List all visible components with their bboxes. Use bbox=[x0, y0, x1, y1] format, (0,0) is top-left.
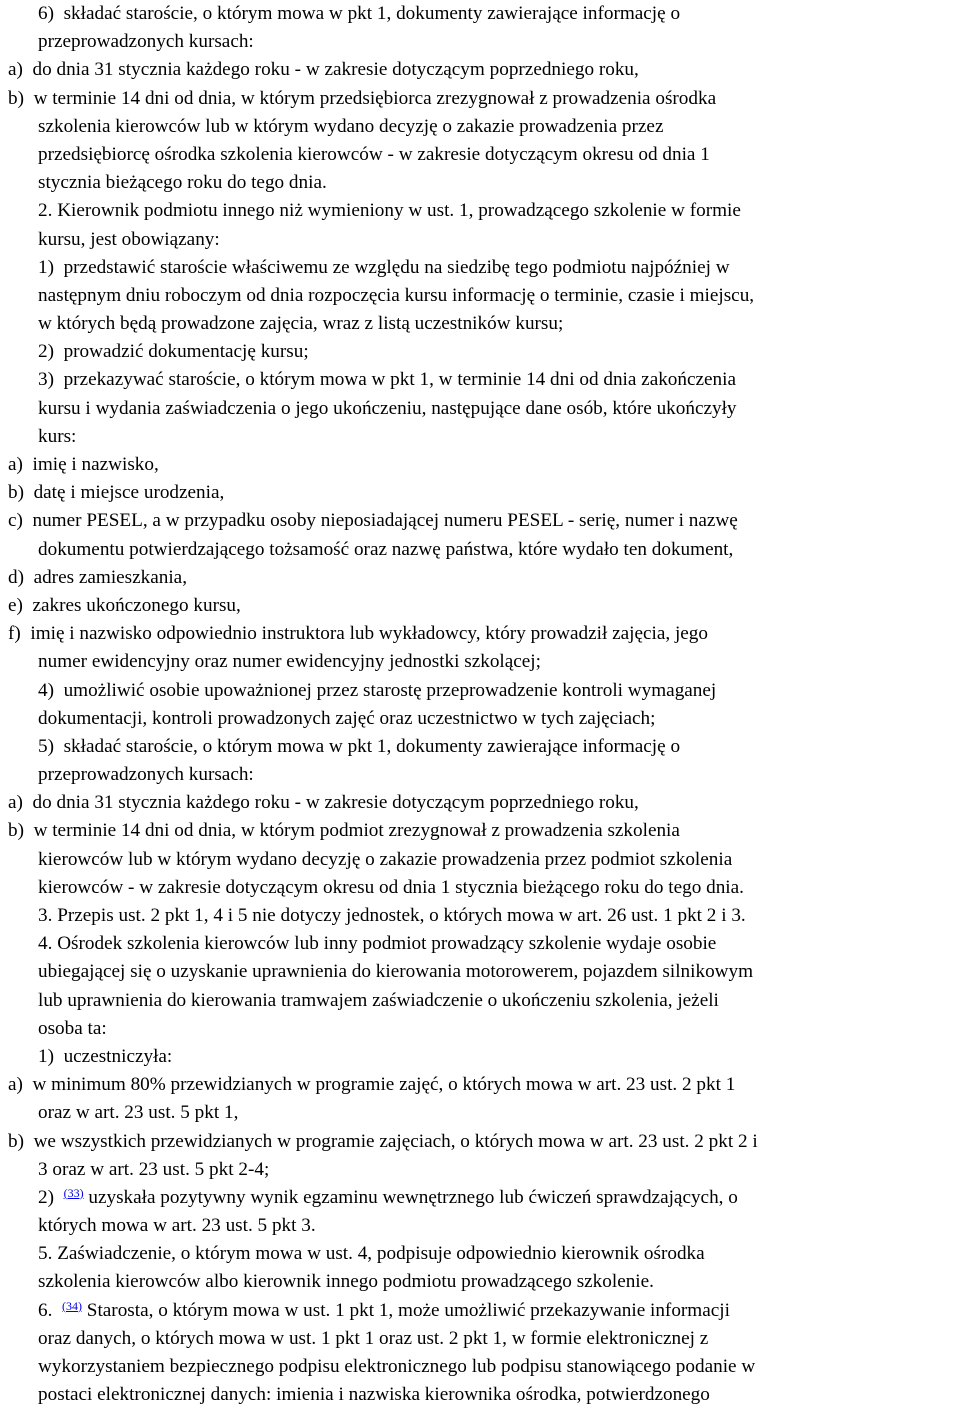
text-line: wykorzystaniem bezpiecznego podpisu elektronicznego lub podpisu stanowiącego podanie w bbox=[38, 1356, 756, 1377]
text-line: a) do dnia 31 stycznia każdego roku - w zakresie dotyczącym poprzedniego roku, bbox=[8, 59, 639, 81]
text-line: 3) przekazywać staroście, o którym mowa w pkt 1, w terminie 14 dni od dnia zakończenia bbox=[38, 369, 736, 391]
text-line: przeprowadzonych kursach: bbox=[38, 764, 254, 786]
text-line: w których będą prowadzone zajęcia, wraz z listą uczestników kursu; bbox=[38, 313, 564, 335]
text-line: 1) uczestniczyła: bbox=[38, 1045, 173, 1067]
text-line: lub uprawnienia do kierowania tramwajem zaświadczenie o ukończeniu szkolenia, jeżeli bbox=[38, 989, 719, 1011]
text-line: postaci elektronicznej danych: imienia i nazwiska kierownika ośrodka, potwierdzonego bbox=[38, 1384, 710, 1406]
text-line: a) imię i nazwisko, bbox=[8, 454, 159, 475]
text-line: kierowców lub w którym wydano decyzję o zakazie prowadzenia przez podmiot szkolenia bbox=[38, 848, 733, 870]
footnote-link[interactable]: (34) bbox=[61, 1298, 82, 1313]
text-line: dokumentu potwierdzającego tożsamość oraz nazwę państwa, które wydało ten dokument, bbox=[38, 538, 734, 560]
text-line: c) numer PESEL, a w przypadku osoby nieposiadającej numeru PESEL - serię, numer i nazwę bbox=[8, 510, 738, 532]
text-line bbox=[0, 1297, 960, 1325]
line-text: Starosta, o którym mowa w ust. 1 pkt 1, może umożliwić przekazywanie informacji bbox=[81, 1299, 730, 1321]
text-line: 4. Ośrodek szkolenia kierowców lub inny podmiot prowadzący szkolenie wydaje osobie bbox=[38, 933, 717, 955]
text-line: 3 oraz w art. 23 ust. 5 pkt 2-4; bbox=[38, 1158, 270, 1180]
text-line: a) w minimum 80% przewidzianych w programie zajęć, o których mowa w art. 23 ust. 2 pkt 1 bbox=[8, 1074, 736, 1096]
text-line: f) imię i nazwisko odpowiednio instruktora lub wykładowcy, który prowadził zajęcia, jego bbox=[8, 623, 708, 645]
text-line: b) datę i miejsce urodzenia, bbox=[8, 482, 225, 504]
text-line: kursu, jest obowiązany: bbox=[38, 228, 220, 250]
text-line: ubiegającej się o uzyskanie uprawnienia do kierowania motorowerem, pojazdem silnikowym bbox=[38, 961, 754, 983]
text-line: e) zakres ukończonego kursu, bbox=[8, 594, 241, 616]
text-line: 6) składać staroście, o którym mowa w pkt 1, dokumenty zawierające informację o bbox=[38, 3, 681, 24]
text-line: kurs: bbox=[38, 425, 77, 447]
text-line: następnym dniu roboczym od dnia rozpoczęcia kursu informację o terminie, czasie i miejscu, bbox=[38, 284, 755, 306]
text-line: 2. Kierownik podmiotu innego niż wymieniony w ust. 1, prowadzącego szkolenie w formie bbox=[38, 200, 741, 222]
text-line: b) we wszystkich przewidzianych w programie zajęciach, o których mowa w art. 23 ust. 2 pkt 2 i bbox=[8, 1130, 758, 1152]
text-line: stycznia bieżącego roku do tego dnia. bbox=[38, 172, 327, 194]
text-line: przedsiębiorcę ośrodka szkolenia kierowców - w zakresie dotyczącym okresu od dnia 1 bbox=[38, 143, 710, 165]
text-line: szkolenia kierowców albo kierownik innego podmiotu prowadzącego szkolenie. bbox=[38, 1271, 654, 1293]
text-line: 5. Zaświadczenie, o którym mowa w ust. 4, podpisuje odpowiednio kierownik ośrodka bbox=[38, 1243, 705, 1265]
text-line: oraz w art. 23 ust. 5 pkt 1, bbox=[38, 1102, 239, 1124]
line-prefix: 2) bbox=[38, 1186, 64, 1208]
text-line: przeprowadzonych kursach: bbox=[38, 31, 254, 53]
text-line: a) do dnia 31 stycznia każdego roku - w zakresie dotyczącym poprzedniego roku, bbox=[8, 792, 639, 814]
text-line: kursu i wydania zaświadczenia o jego ukończeniu, następujące dane osób, które ukończyły bbox=[38, 397, 737, 419]
text-line: oraz danych, o których mowa w ust. 1 pkt 1 oraz ust. 2 pkt 1, w formie elektronicznej z bbox=[38, 1327, 709, 1349]
text-line: osoba ta: bbox=[38, 1017, 107, 1039]
footnote-link[interactable]: (33) bbox=[63, 1185, 84, 1200]
text-line: dokumentacji, kontroli prowadzonych zajęć oraz uczestnictwo w tych zajęciach; bbox=[38, 707, 656, 729]
text-line: b) w terminie 14 dni od dnia, w którym przedsiębiorca zrezygnował z prowadzenia ośrodka bbox=[8, 87, 717, 109]
text-line: d) adres zamieszkania, bbox=[8, 566, 187, 588]
text-line: 4) umożliwić osobie upoważnionej przez starostę przeprowadzenie kontroli wymaganej bbox=[38, 679, 717, 701]
text-line: 2) prowadzić dokumentację kursu; bbox=[38, 341, 309, 363]
text-line: 1) przedstawić staroście właściwemu ze względu na siedzibę tego podmiotu najpóźniej w bbox=[38, 256, 730, 278]
text-line: których mowa w art. 23 ust. 5 pkt 3. bbox=[38, 1215, 316, 1237]
text-line: szkolenia kierowców lub w którym wydano decyzję o zakazie prowadzenia przez bbox=[38, 115, 664, 137]
text-line: 5) składać staroście, o którym mowa w pkt 1, dokumenty zawierające informację o bbox=[38, 735, 681, 757]
text-line: b) w terminie 14 dni od dnia, w którym podmiot zrezygnował z prowadzenia szkolenia bbox=[8, 820, 680, 842]
text-line: numer ewidencyjny oraz numer ewidencyjny jednostki szkolącej; bbox=[38, 651, 541, 673]
text-line bbox=[0, 1184, 960, 1212]
line-prefix: 6. bbox=[38, 1299, 62, 1321]
text-line: 3. Przepis ust. 2 pkt 1, 4 i 5 nie dotyczy jednostek, o których mowa w art. 26 ust. 1 pkt 2 i 3. bbox=[38, 905, 746, 926]
line-text: uzyskała pozytywny wynik egzaminu wewnętrznego lub ćwiczeń sprawdzających, o bbox=[83, 1186, 738, 1208]
text-line: kierowców - w zakresie dotyczącym okresu od dnia 1 stycznia bieżącego roku do tego dnia. bbox=[38, 876, 744, 898]
